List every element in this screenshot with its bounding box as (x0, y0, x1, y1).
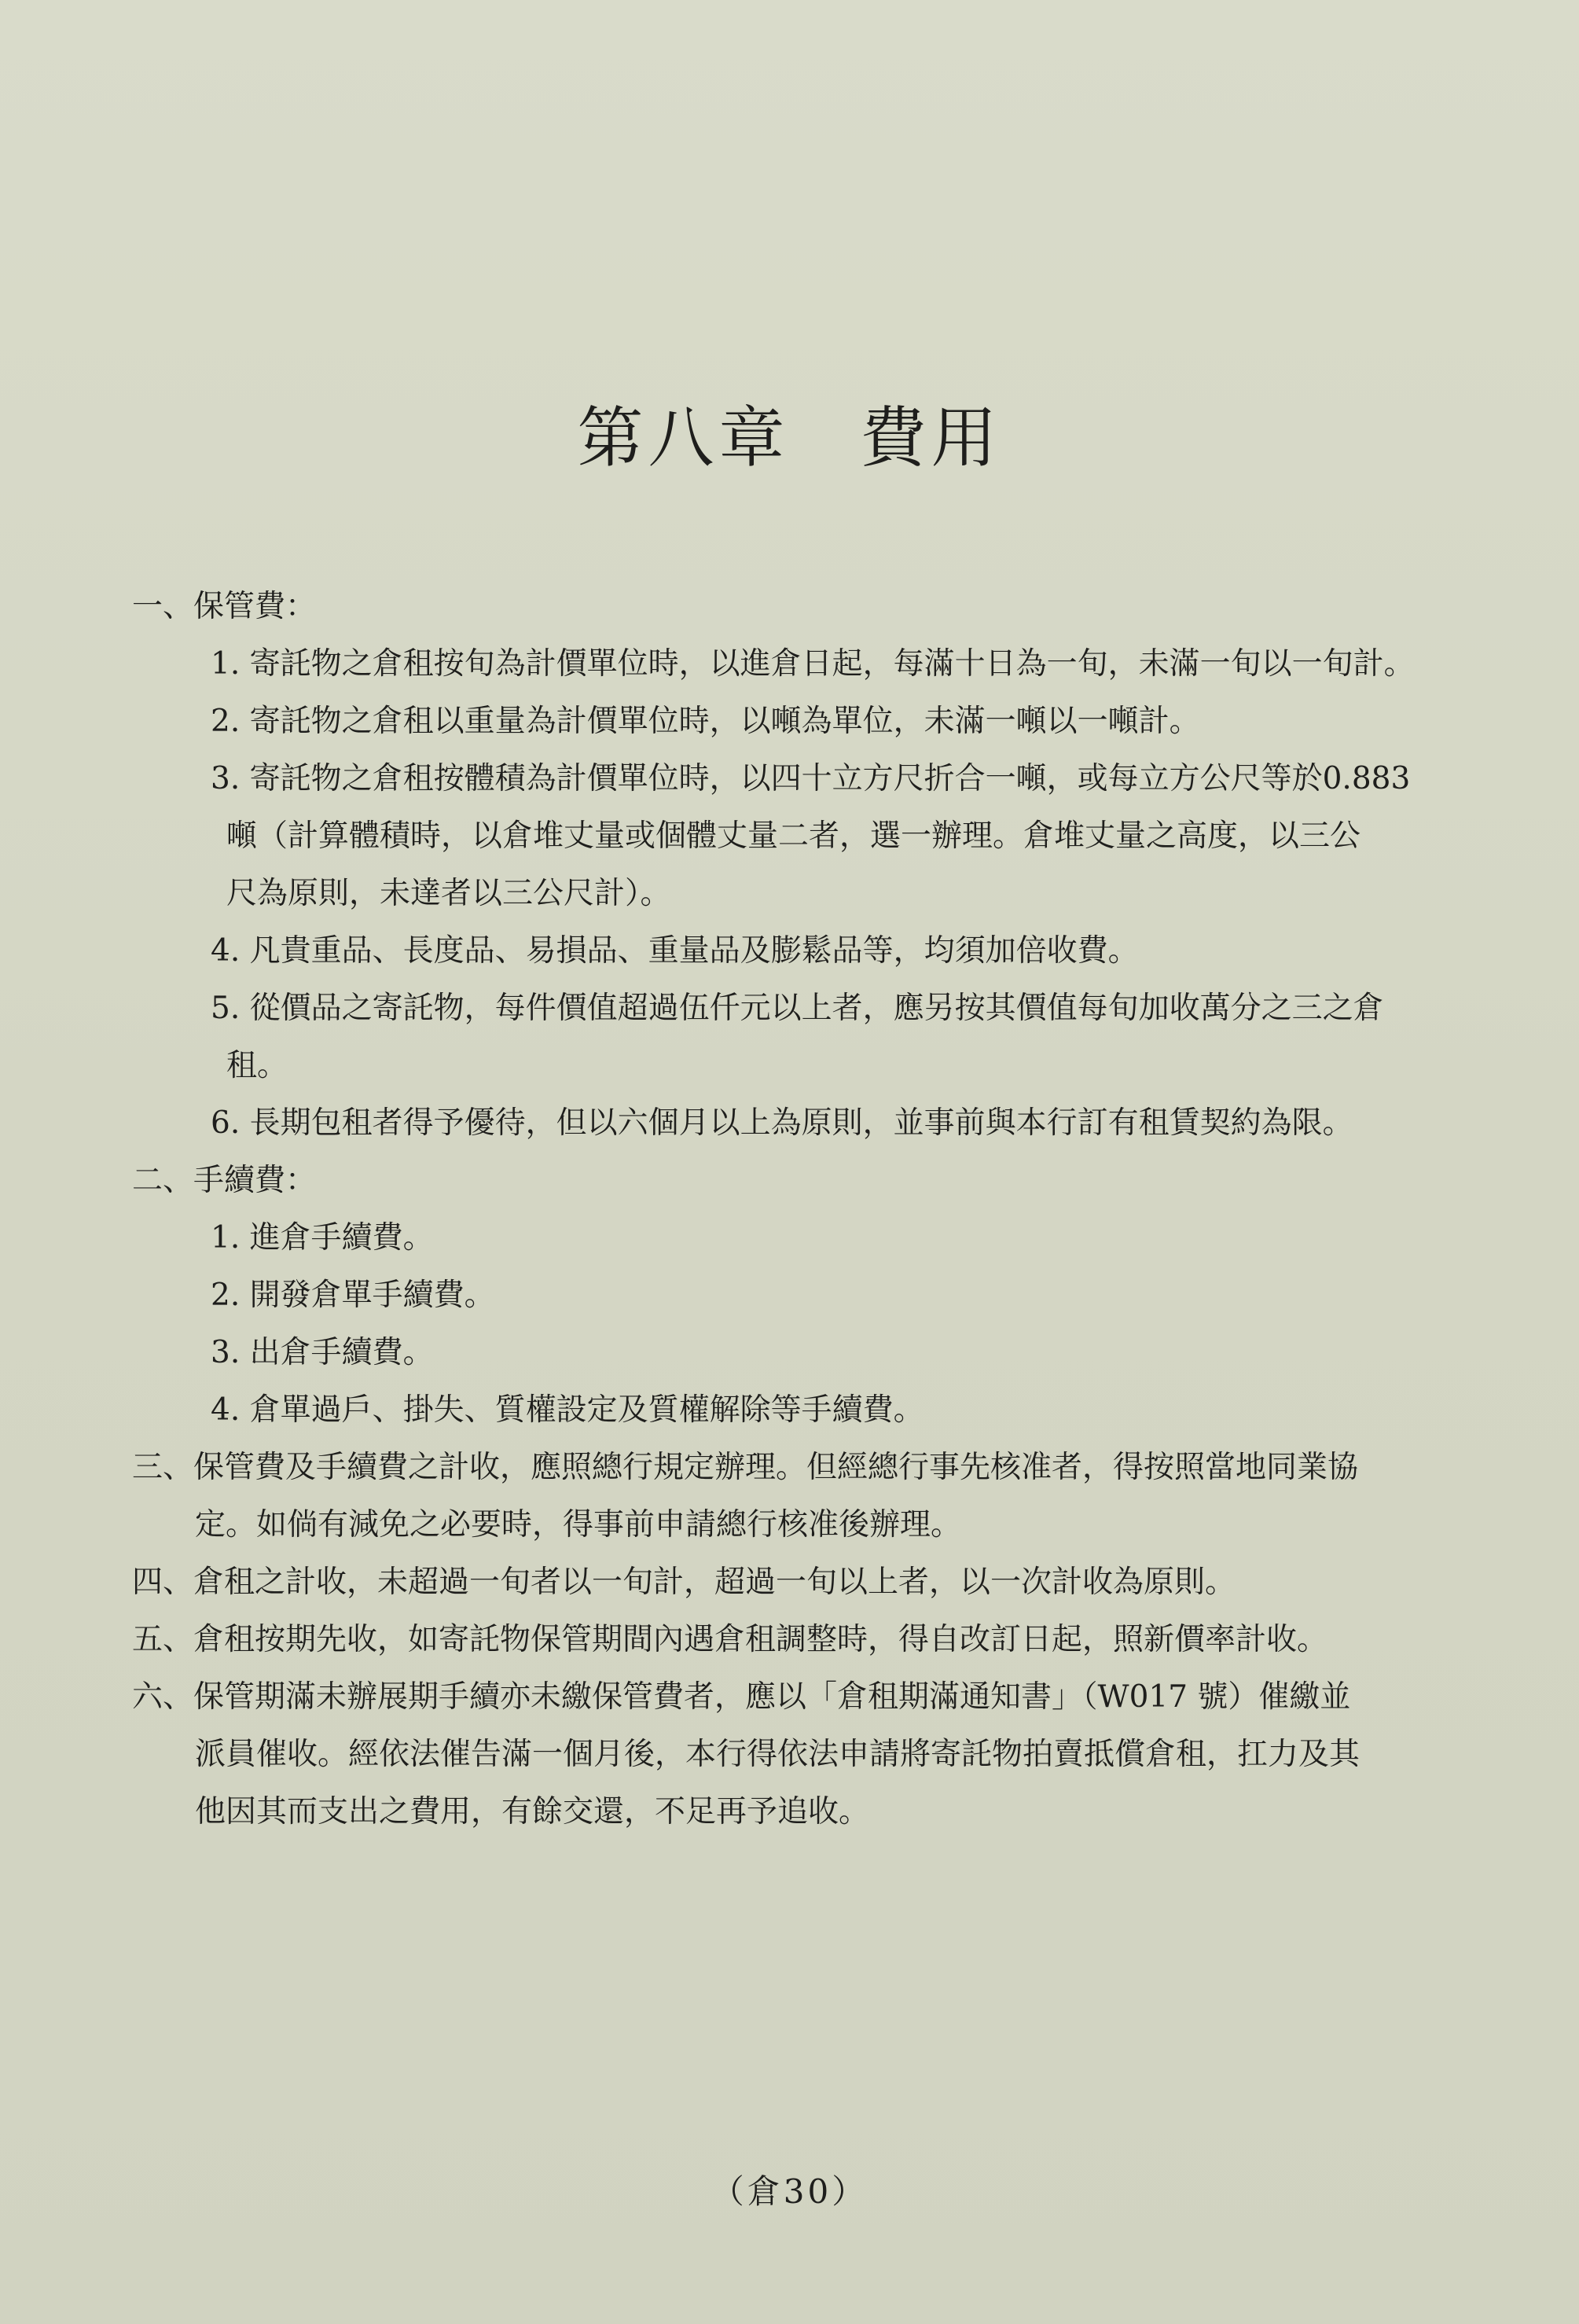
chapter-number: 第八章 (577, 399, 790, 476)
text-line: 尺為原則，未達者以三公尺計）。 (226, 876, 671, 911)
text-line: 二、手續費： (132, 1163, 317, 1198)
text-line: 4. 倉單過戶、掛失、質權設定及質權解除等手續費。 (211, 1392, 924, 1428)
text-line: 1. 寄託物之倉租按旬為計價單位時，以進倉日起，每滿十日為一旬，未滿一旬以一旬計。 (211, 646, 1415, 682)
text-line: 他因其而支出之費用，有餘交還，不足再予追收。 (195, 1794, 870, 1829)
text-line: 租。 (226, 1048, 288, 1083)
text-line: 6. 長期包租者得予優待，但以六個月以上為原則，並事前與本行訂有租賃契約為限。 (211, 1105, 1353, 1141)
text-line: 4. 凡貴重品、長度品、易損品、重量品及膨鬆品等，均須加倍收費。 (211, 933, 1139, 969)
text-line: 六、保管期滿未辦展期手續亦未繳保管費者，應以「倉租期滿通知書」（W017 號）催繳並 (132, 1679, 1351, 1715)
text-line: 2. 開發倉單手續費。 (211, 1278, 495, 1313)
text-line: 定。如倘有減免之必要時，得事前申請總行核准後辦理。 (195, 1507, 962, 1543)
text-line: 五、倉租按期先收，如寄託物保管期間內遇倉租調整時，得自改訂日起，照新價率計收。 (132, 1622, 1328, 1657)
text-line: 噸（計算體積時，以倉堆丈量或個體丈量二者，選一辦理。倉堆丈量之高度，以三公 (226, 818, 1361, 854)
text-line: 派員催收。經依法催告滿一個月後，本行得依法申請將寄託物拍賣抵償倉租，扛力及其 (195, 1737, 1361, 1772)
document-body (132, 578, 1437, 1840)
text-line: 四、倉租之計收，未超過一旬者以一旬計，超過一旬以上者，以一次計收為原則。 (132, 1565, 1236, 1600)
chapter-title (0, 385, 1579, 480)
text-line: 一、保管費： (132, 589, 317, 624)
text-line: 1. 進倉手續費。 (211, 1220, 434, 1256)
text-line: 5. 從價品之寄託物，每件價值超過伍仟元以上者，應另按其價值每旬加收萬分之三之倉 (211, 991, 1384, 1026)
text-line: 3. 寄託物之倉租按體積為計價單位時，以四十立方尺折合一噸，或每立方公尺等於0.883 (211, 761, 1411, 796)
text-line: 三、保管費及手續費之計收，應照總行規定辦理。但經總行事先核准者，得按照當地同業協 (132, 1450, 1359, 1485)
chapter-name: 費用 (860, 399, 1002, 476)
page-number: （倉30） (711, 2172, 868, 2211)
text-line: 2. 寄託物之倉租以重量為計價單位時，以噸為單位，未滿一噸以一噸計。 (211, 704, 1200, 739)
text-line: 3. 出倉手續費。 (211, 1335, 434, 1370)
